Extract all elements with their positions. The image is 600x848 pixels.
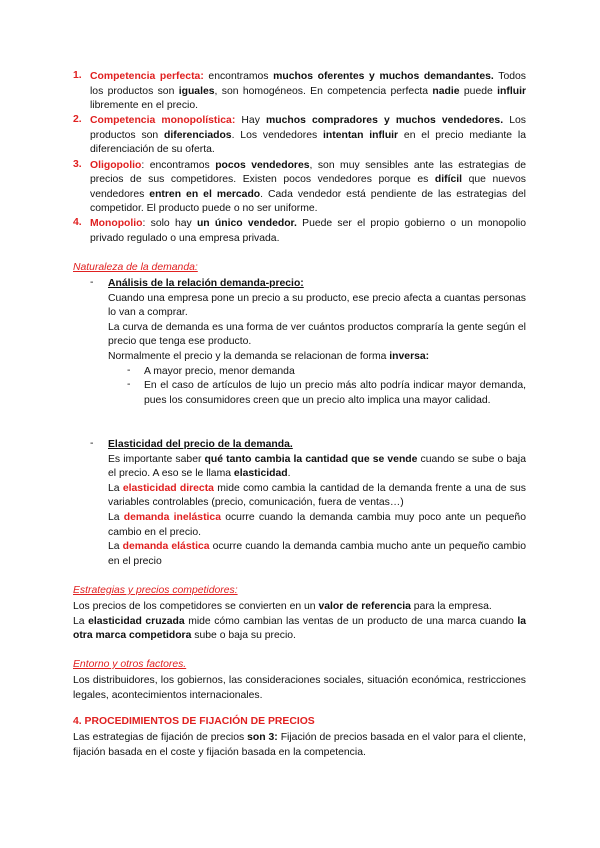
relation-heading: Análisis de la relación demanda-precio: (108, 278, 304, 289)
list-item: - En el caso de artículos de lujo un precio más alto podría indicar mayor demanda, pues los consumidores creen que un precio alto implica una mayor calidad. (127, 379, 526, 406)
relation-sub-list (127, 364, 526, 409)
item-text: Competencia monopolística: Hay muchos compradores y muchos vendedores. Los productos son diferenciados. Los vendedores intentan influir en el precio mediante la diferenciación de su oferta. (90, 115, 527, 156)
elasticity-paragraph: La elasticidad directa mide como cambia la cantidad de la demanda frente a una de sus variables controlables (precio, comunicación, fuera de ventas…) (108, 482, 527, 509)
demand-section-title: Naturaleza de la demanda: (73, 262, 198, 273)
environment-section-title: Entorno y otros factores. (73, 659, 187, 670)
dash-bullet: - (90, 277, 94, 288)
list-item (73, 158, 527, 217)
environment-paragraph: Los distribuidores, los gobiernos, las consideraciones sociales, situación económica, restricciones legales, acontecimientos internacionales. (73, 675, 526, 701)
elasticity-block (90, 438, 527, 569)
list-item: - A mayor precio, menor demanda (127, 364, 295, 377)
competitors-block (73, 600, 526, 644)
relation-paragraph: Normalmente el precio y la demanda se relacionan de forma inversa: (108, 350, 430, 362)
competitors-paragraph: La elasticidad cruzada mide cómo cambian las ventas de un producto de una marca cuando la otra marca competidora sube o baja su precio. (73, 615, 526, 642)
item-number: 1. (73, 70, 82, 81)
item-number: 4. (73, 217, 82, 229)
list-item (73, 70, 526, 114)
procedures-heading: 4. PROCEDIMIENTOS DE FIJACIÓN DE PRECIOS (73, 716, 315, 727)
list-item (73, 114, 527, 158)
elasticity-paragraph: La demanda elástica ocurre cuando la demanda cambia mucho ante un pequeño cambio en el precio (108, 541, 526, 567)
dash-bullet: - (127, 364, 131, 376)
elasticity-heading: Elasticidad del precio de la demanda. (108, 439, 293, 450)
item-text: Monopolio: solo hay un único vendedor. Puede ser el propio gobierno o un monopolio privado regulado o una empresa privada. (90, 218, 526, 245)
item-number: 2. (73, 114, 82, 126)
dash-bullet: - (90, 438, 94, 449)
relation-paragraph: Cuando una empresa pone un precio a su producto, ese precio afecta a cuantas personas lo van a comprar. (108, 292, 526, 319)
competitors-paragraph: Los precios de los competidores se convierten en un valor de referencia para la empresa. (73, 601, 492, 612)
competition-list (73, 70, 527, 247)
dash-bullet: - (127, 379, 131, 391)
procedures-block (73, 731, 526, 760)
elasticity-paragraph: Es importante saber qué tanto cambia la cantidad que se vende cuando se sube o baja el precio. A eso se le llama elasticidad. (108, 453, 526, 480)
competitors-section-title: Estrategias y precios competidores: (73, 585, 238, 596)
item-text: Competencia perfecta: encontramos muchos oferentes y muchos demandantes. Todos los productos son iguales, son homogéneos. En competencia perfecta nadie puede influir libremente en el precio. (90, 71, 526, 112)
item-number: 3. (73, 158, 82, 170)
relation-paragraph: La curva de demanda es una forma de ver cuántos productos compraría la gente según el precio que tenga ese producto. (108, 321, 526, 348)
elasticity-paragraph: La demanda inelástica ocurre cuando la demanda cambia muy poco ante un pequeño cambio en el precio. (108, 511, 526, 538)
item-text: Oligopolio: encontramos pocos vendedores, son muy sensibles ante las estrategias de precios de sus competidores. Existen pocos vendedores porque es difícil que nuevos vendedores entren en el mercado. Cada vendedor está pendiente de las estrategias del competidor. El producto puede o no ser uniforme. (90, 159, 527, 215)
environment-block (73, 674, 526, 703)
list-item (73, 217, 526, 246)
demand-relation-block (90, 277, 526, 408)
procedures-paragraph: Las estrategias de fijación de precios son 3: Fijación de precios basada en el valor para el cliente, fijación basada en el coste y fijación basada en la competencia. (73, 732, 527, 758)
